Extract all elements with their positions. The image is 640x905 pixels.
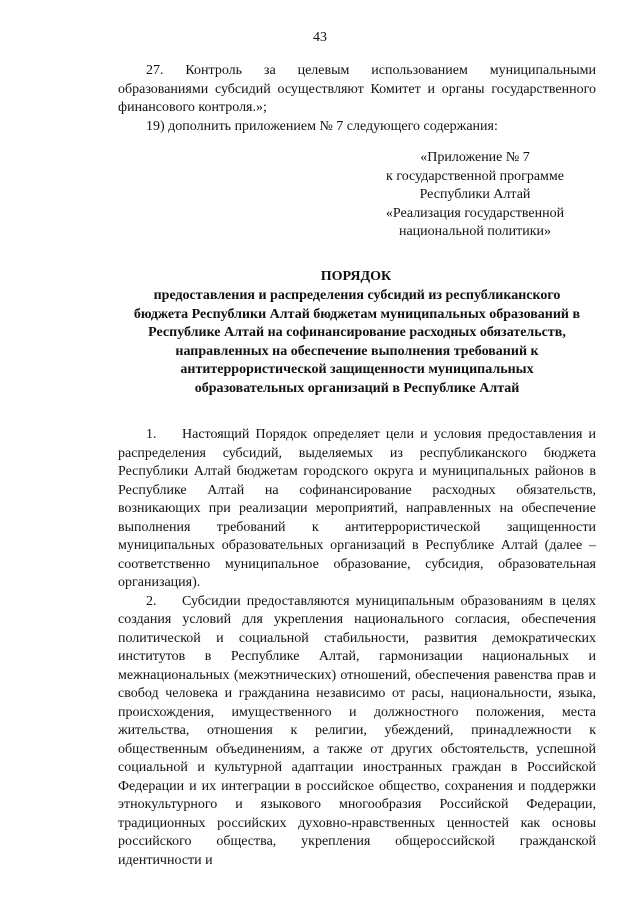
item-19-paragraph: 19) дополнить приложением № 7 следующего содержания: (146, 118, 498, 134)
appendix-line: «Реализация государственной (385, 205, 565, 221)
subtitle-line: направленных на обеспечение выполнения требований к (175, 343, 539, 359)
appendix-line: к государственной программе (386, 168, 564, 184)
appendix-header (372, 149, 578, 242)
order-body (118, 426, 596, 870)
paragraph-2 (118, 593, 596, 871)
paragraph-number: 1. (146, 427, 157, 442)
appendix-line: Республики Алтай (419, 187, 531, 203)
appendix-line: «Приложение № 7 (420, 150, 530, 165)
subtitle-line: Республике Алтай на софинансирование расходных обязательств, (148, 325, 566, 340)
paragraph-text: Настоящий Порядок определяет цели и условия предоставления и распределения субсидий, выделяемых из республиканского бюджета Республики Алтай бюджетам городского округа и муниципальных районов в Республике Алтай на софинансирование расходных обязательств, возникающих при реализации мероприятий, направленных на обеспечение выполнения требований к антитеррористической защищенности муниципальных образовательных организаций в Республике Алтай (далее – соответственно муниципальное образование, субсидия, образовательная организация). (118, 427, 596, 590)
paragraph-text: Субсидии предоставляются муниципальным образованиям в целях создания условий для укрепления национального согласия, обеспечения политической и социальной стабильности, развития демократических институтов в Республике Алтай, гармонизации национальных и межнациональных (межэтнических) отношений, обеспечения равенства прав и свобод человека и гражданина независимо от расы, национальности, языка, происхождения, имущественного и должностного положения, места жительства, отношения к религии, убеждений, принадлежности к общественным объединениям, а также от других обстоятельств, успешной социальной и культурной адаптации иностранных граждан в Российской Федерации и их интеграции в российское общество, сохранения и поддержки этнокультурного и языкового многообразия Российской Федерации, традиционных российских духовно-нравственных ценностей как основы российского общества, укрепления общероссийской гражданской идентичности и (118, 593, 596, 868)
order-title: ПОРЯДОК (320, 269, 392, 284)
item-27-paragraph: 27. Контроль за целевым использованием муниципальными образованиями субсидий осуществляют Комитет и органы государственного финансового контроля.»; (118, 63, 596, 115)
order-subtitle (118, 287, 596, 398)
subtitle-line: бюджета Республики Алтай бюджетам муниципальных образований в (133, 306, 581, 322)
subtitle-line: антитеррористической защищенности муниципальных (180, 362, 534, 377)
previous-section-text (118, 62, 596, 136)
page-number: 43 (313, 30, 327, 45)
paragraph-1 (118, 426, 596, 593)
paragraph-number: 2. (146, 593, 157, 609)
subtitle-line: образовательных организаций в Республике Алтай (194, 380, 520, 396)
subtitle-line: предоставления и распределения субсидий из республиканского (153, 288, 561, 303)
appendix-line: национальной политики» (398, 224, 552, 240)
